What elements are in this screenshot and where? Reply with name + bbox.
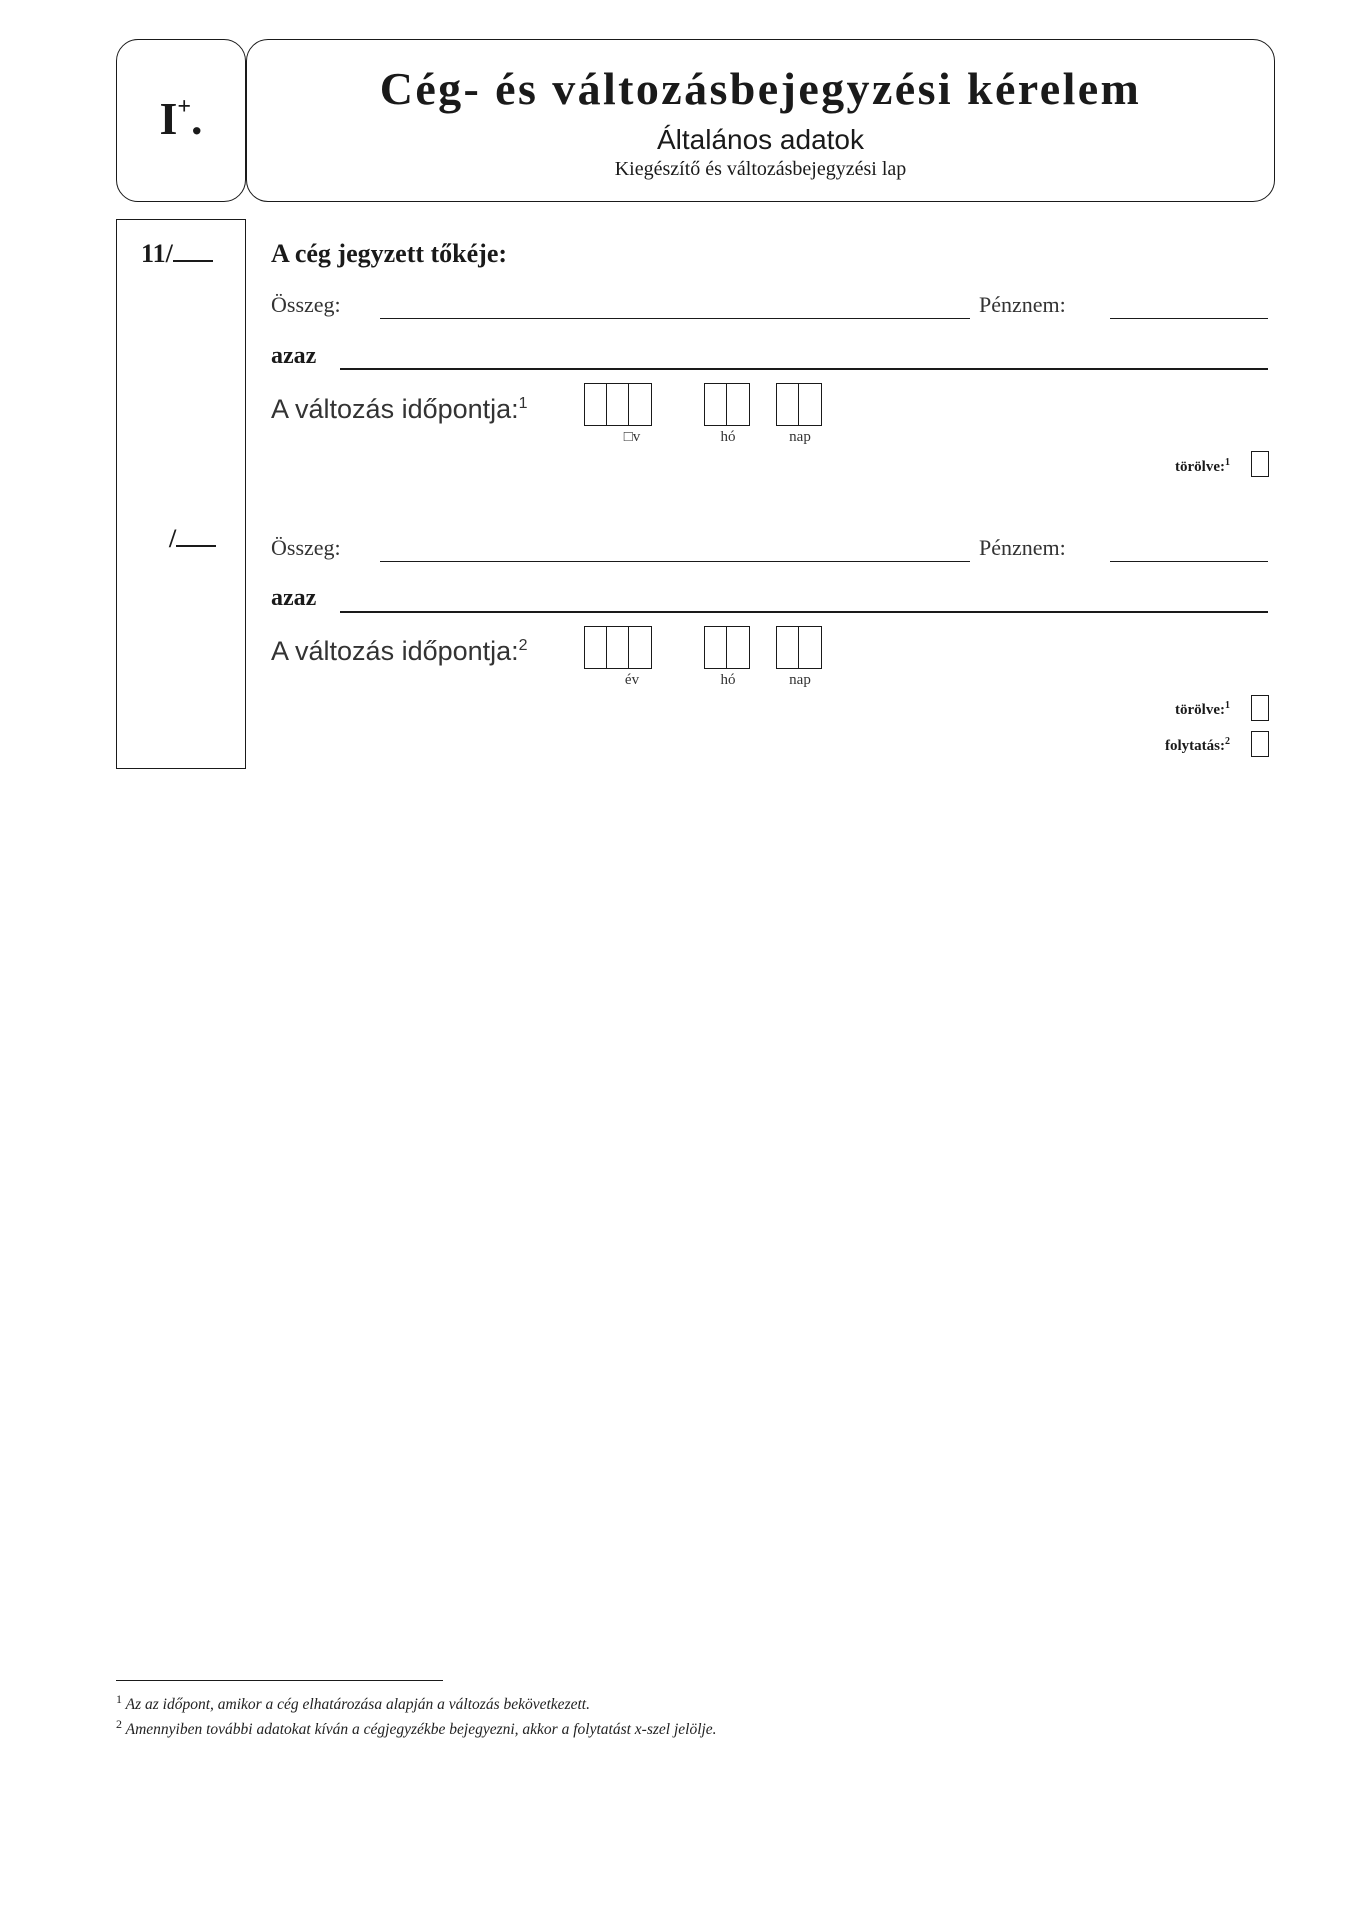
in-words-label: azaz	[271, 343, 317, 369]
sheet-type-label: Kiegészítő és változásbejegyzési lap	[614, 158, 907, 180]
day-input[interactable]	[776, 626, 822, 669]
month-input[interactable]	[704, 383, 750, 426]
row-number-column	[116, 219, 246, 769]
year-input[interactable]	[584, 626, 652, 669]
year-caption: év	[624, 672, 640, 688]
currency-label: Pénznem:	[979, 292, 1066, 317]
continue-checkbox[interactable]	[1251, 731, 1269, 757]
footnote-2: $^2$ Amennyiben további adatokat kíván a cégjegyzékbe bejegyezni, akkor a folytatást x-szel jelölje.	[116, 1717, 717, 1739]
change-date-label: A változás időpontja:$^1$	[271, 394, 528, 424]
in-words-input-line[interactable]	[340, 368, 1268, 370]
day-caption: nap	[789, 672, 811, 688]
month-caption: hó	[720, 429, 736, 445]
in-words-label: azaz	[271, 585, 317, 611]
deleted-label: törölve:$^1$	[1175, 457, 1230, 475]
footnote-1: $^1$ Az az időpont, amikor a cég elhatározása alapján a változás bekövetkezett.	[116, 1692, 590, 1714]
currency-input-line[interactable]	[1110, 318, 1268, 319]
row-number-prefix: /	[169, 524, 177, 553]
month-input[interactable]	[704, 626, 750, 669]
month-caption: hó	[720, 672, 736, 688]
row-number-field[interactable]	[176, 527, 216, 547]
footnote-separator	[116, 1680, 443, 1681]
change-date-label: A változás időpontja:$^2$	[271, 636, 528, 666]
continue-label: folytatás:$^2$	[1165, 736, 1230, 754]
amount-label: Összeg:	[271, 292, 341, 317]
currency-label: Pénznem:	[979, 535, 1066, 560]
amount-input-line[interactable]	[380, 561, 970, 562]
row-number-2[interactable]	[169, 526, 216, 552]
amount-label: Összeg:	[271, 535, 341, 560]
year-input[interactable]	[584, 383, 652, 426]
row-number-prefix: 11/	[141, 239, 173, 268]
section-heading: A cég jegyzett tőkéje:	[271, 239, 508, 268]
row-number-field[interactable]	[173, 242, 213, 262]
deleted-checkbox[interactable]	[1251, 695, 1269, 721]
day-caption: nap	[789, 429, 811, 445]
day-input[interactable]	[776, 383, 822, 426]
amount-input-line[interactable]	[380, 318, 970, 319]
in-words-input-line[interactable]	[340, 611, 1268, 613]
year-caption: □v	[623, 429, 641, 445]
deleted-label: törölve:$^1$	[1175, 700, 1230, 718]
page-subtitle: Általános adatok	[656, 124, 865, 155]
currency-input-line[interactable]	[1110, 561, 1268, 562]
row-number-1[interactable]	[141, 241, 213, 267]
deleted-checkbox[interactable]	[1251, 451, 1269, 477]
page-title: Cég- és változásbejegyzési kérelem	[379, 63, 1142, 114]
section-label: I+.	[159, 93, 203, 144]
